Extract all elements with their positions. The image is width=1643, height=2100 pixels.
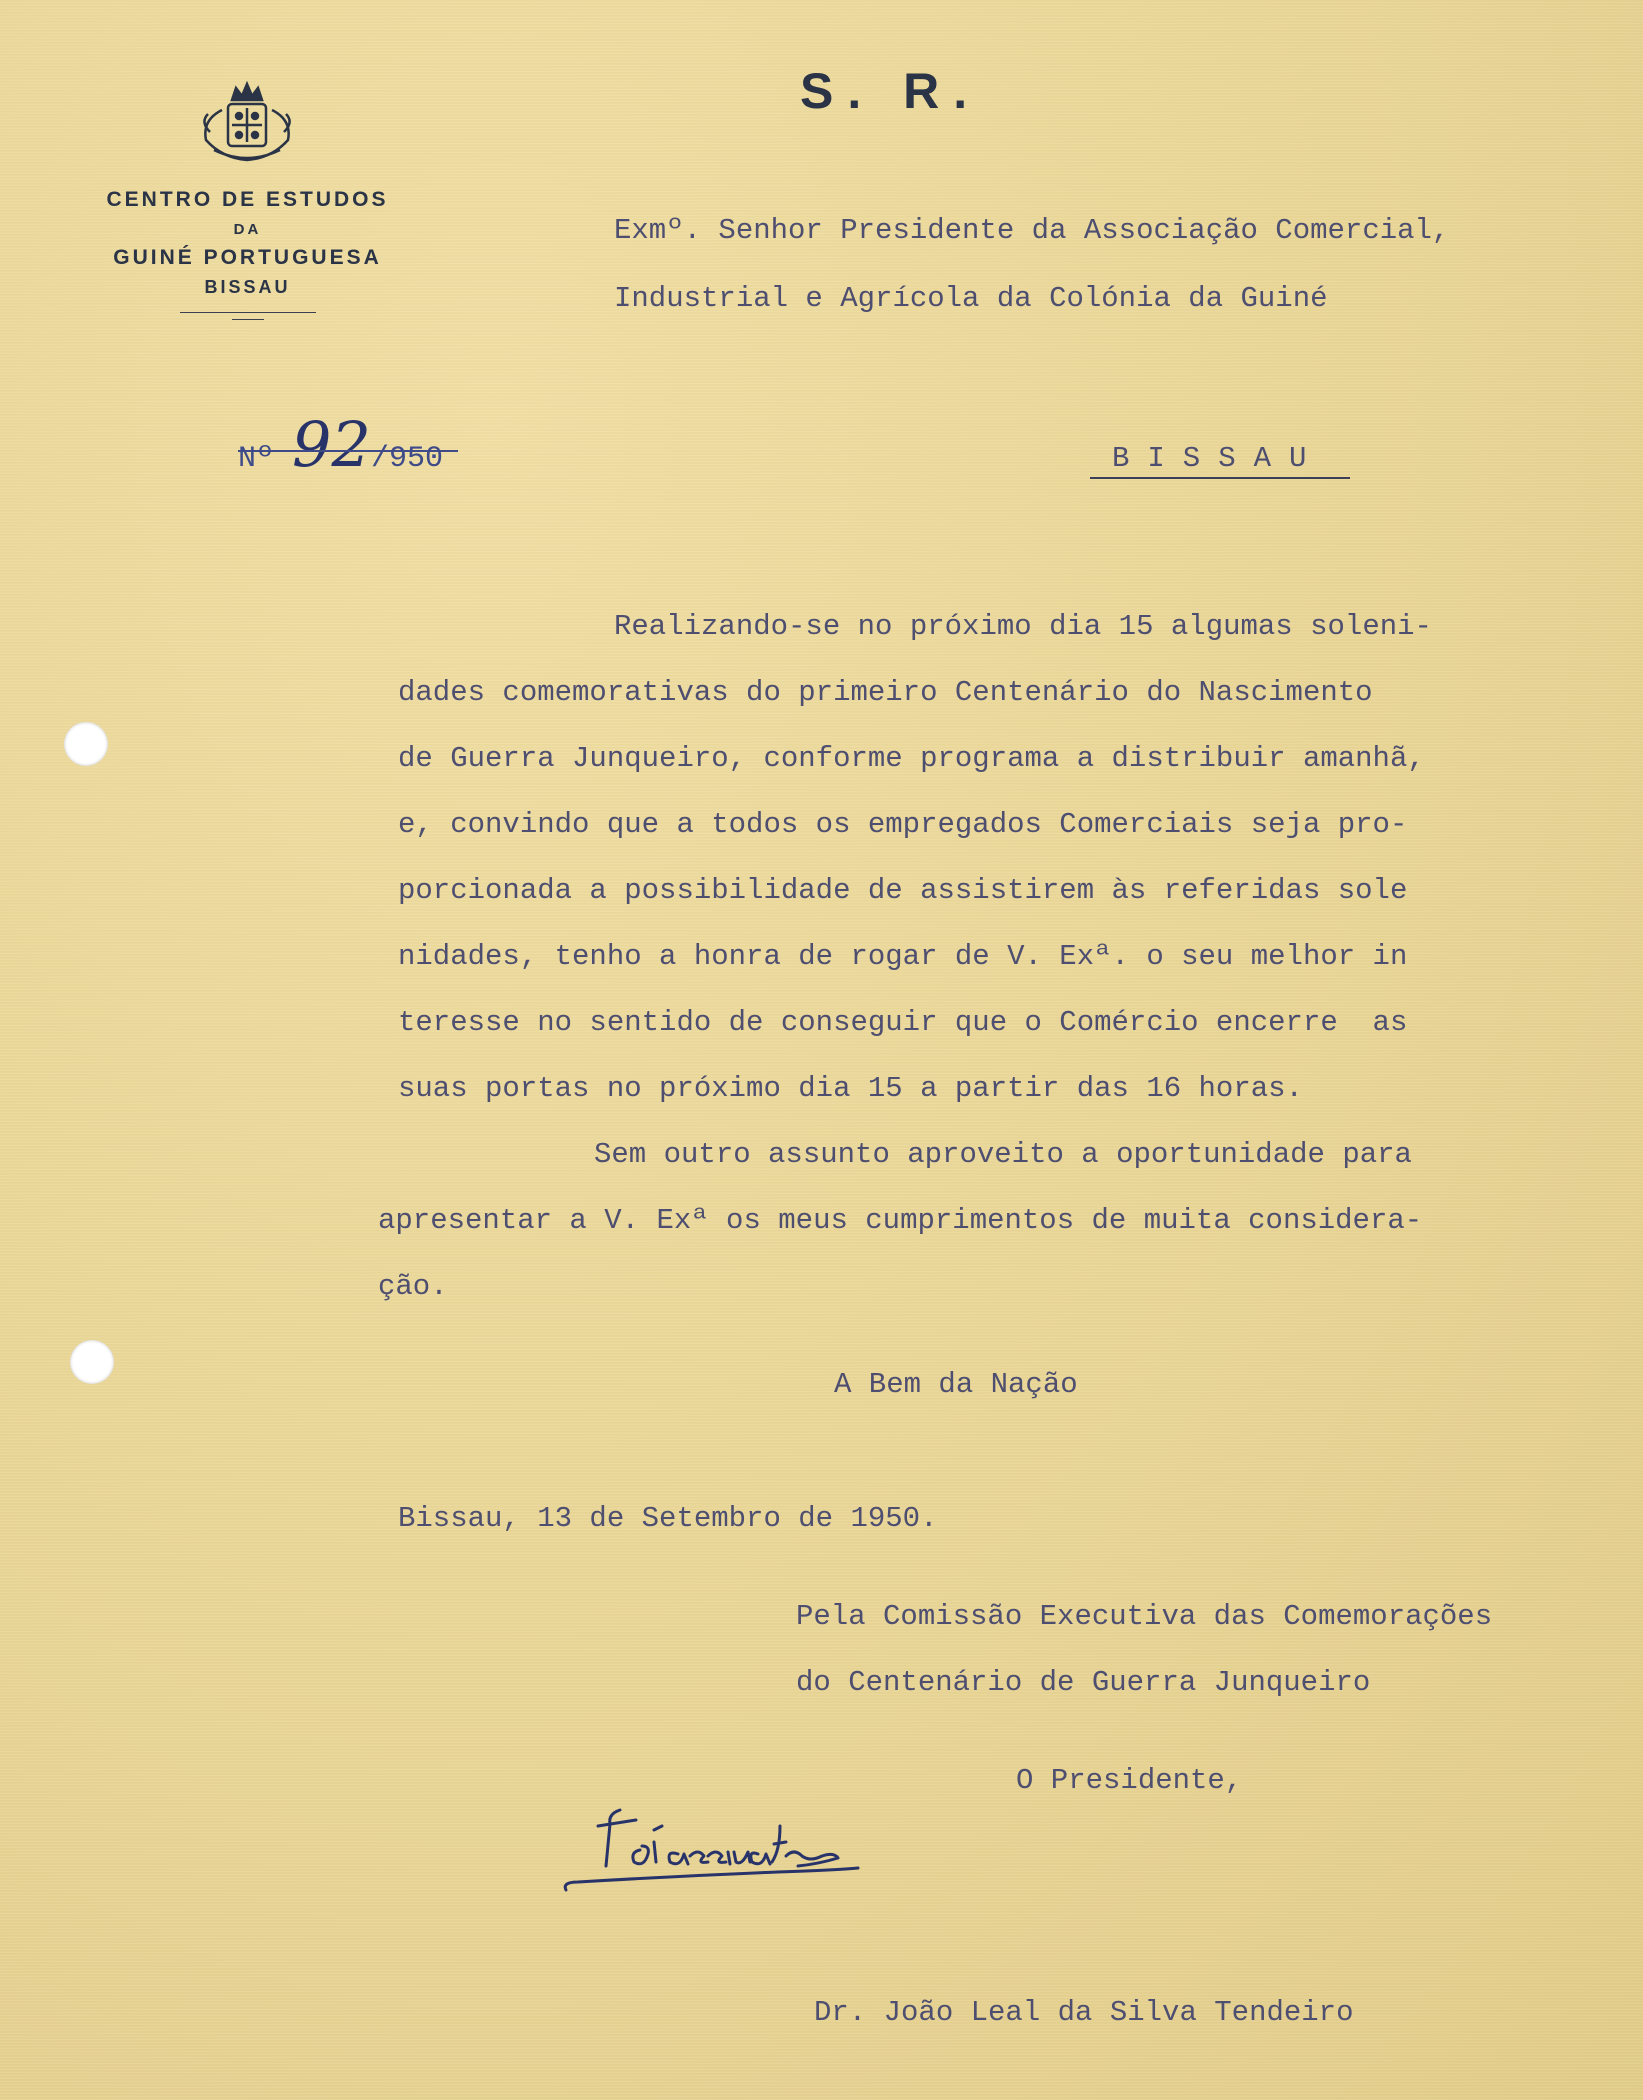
coat-of-arms-icon (192, 70, 302, 165)
body-line: nidades, tenho a honra de rogar de V. Exª. o seu melhor in (398, 940, 1408, 973)
body-line: porcionada a possibilidade de assistirem às referidas sole (398, 874, 1408, 907)
body-line: e, convindo que a todos os empregados Comerciais seja pro- (398, 808, 1408, 841)
letterhead-rule-short (232, 319, 264, 320)
header-mark: S. R. (800, 63, 982, 119)
reference-year: /950 (370, 442, 443, 476)
body-line: Realizando-se no próximo dia 15 algumas soleni- (614, 610, 1432, 643)
city-heading-underline (1090, 477, 1350, 479)
body-line: apresentar a V. Exª os meus cumprimentos de muita considera- (378, 1204, 1423, 1237)
body-line: de Guerra Junqueiro, conforme programa a distribuir amanhã, (398, 742, 1425, 775)
letterhead-rule (180, 312, 316, 313)
body-line: dades comemorativas do primeiro Centenário do Nascimento (398, 676, 1373, 709)
punch-hole-lower (70, 1340, 114, 1384)
reference-handwritten-number: 92 (292, 408, 371, 481)
reference-prefix: Nº (238, 442, 275, 476)
body-line: ção. (378, 1270, 448, 1303)
body-line: suas portas no próximo dia 15 a partir das 16 horas. (398, 1072, 1303, 1105)
body-line: Sem outro assunto aproveito a oportunidade para (594, 1138, 1412, 1171)
closing-salutation: A Bem da Nação (834, 1368, 1078, 1401)
handwritten-signature (558, 1790, 958, 1900)
reference-underline (238, 450, 458, 452)
punch-hole-upper (64, 722, 108, 766)
letterhead-territory: GUINÉ PORTUGUESA (113, 246, 382, 269)
letterhead-city: BISSAU (204, 277, 291, 297)
body-line: teresse no sentido de conseguir que o Comércio encerre as (398, 1006, 1408, 1039)
letterhead-institution: CENTRO DE ESTUDOS (106, 188, 389, 211)
date-line: Bissau, 13 de Setembro de 1950. (398, 1502, 938, 1535)
letterhead-preposition: DA (233, 221, 262, 238)
signatory-name: Dr. João Leal da Silva Tendeiro (814, 1996, 1354, 2029)
recipient-line-2: Industrial e Agrícola da Colónia da Guiné (614, 282, 1328, 315)
signatory-title: O Presidente, (1016, 1764, 1243, 1797)
committee-line-2: do Centenário de Guerra Junqueiro (796, 1666, 1371, 1699)
city-heading: BISSAU (1112, 442, 1325, 475)
committee-line-1: Pela Comissão Executiva das Comemorações (796, 1600, 1493, 1633)
recipient-line-1: Exmº. Senhor Presidente da Associação Comercial, (614, 214, 1450, 247)
reference-number (238, 408, 443, 481)
